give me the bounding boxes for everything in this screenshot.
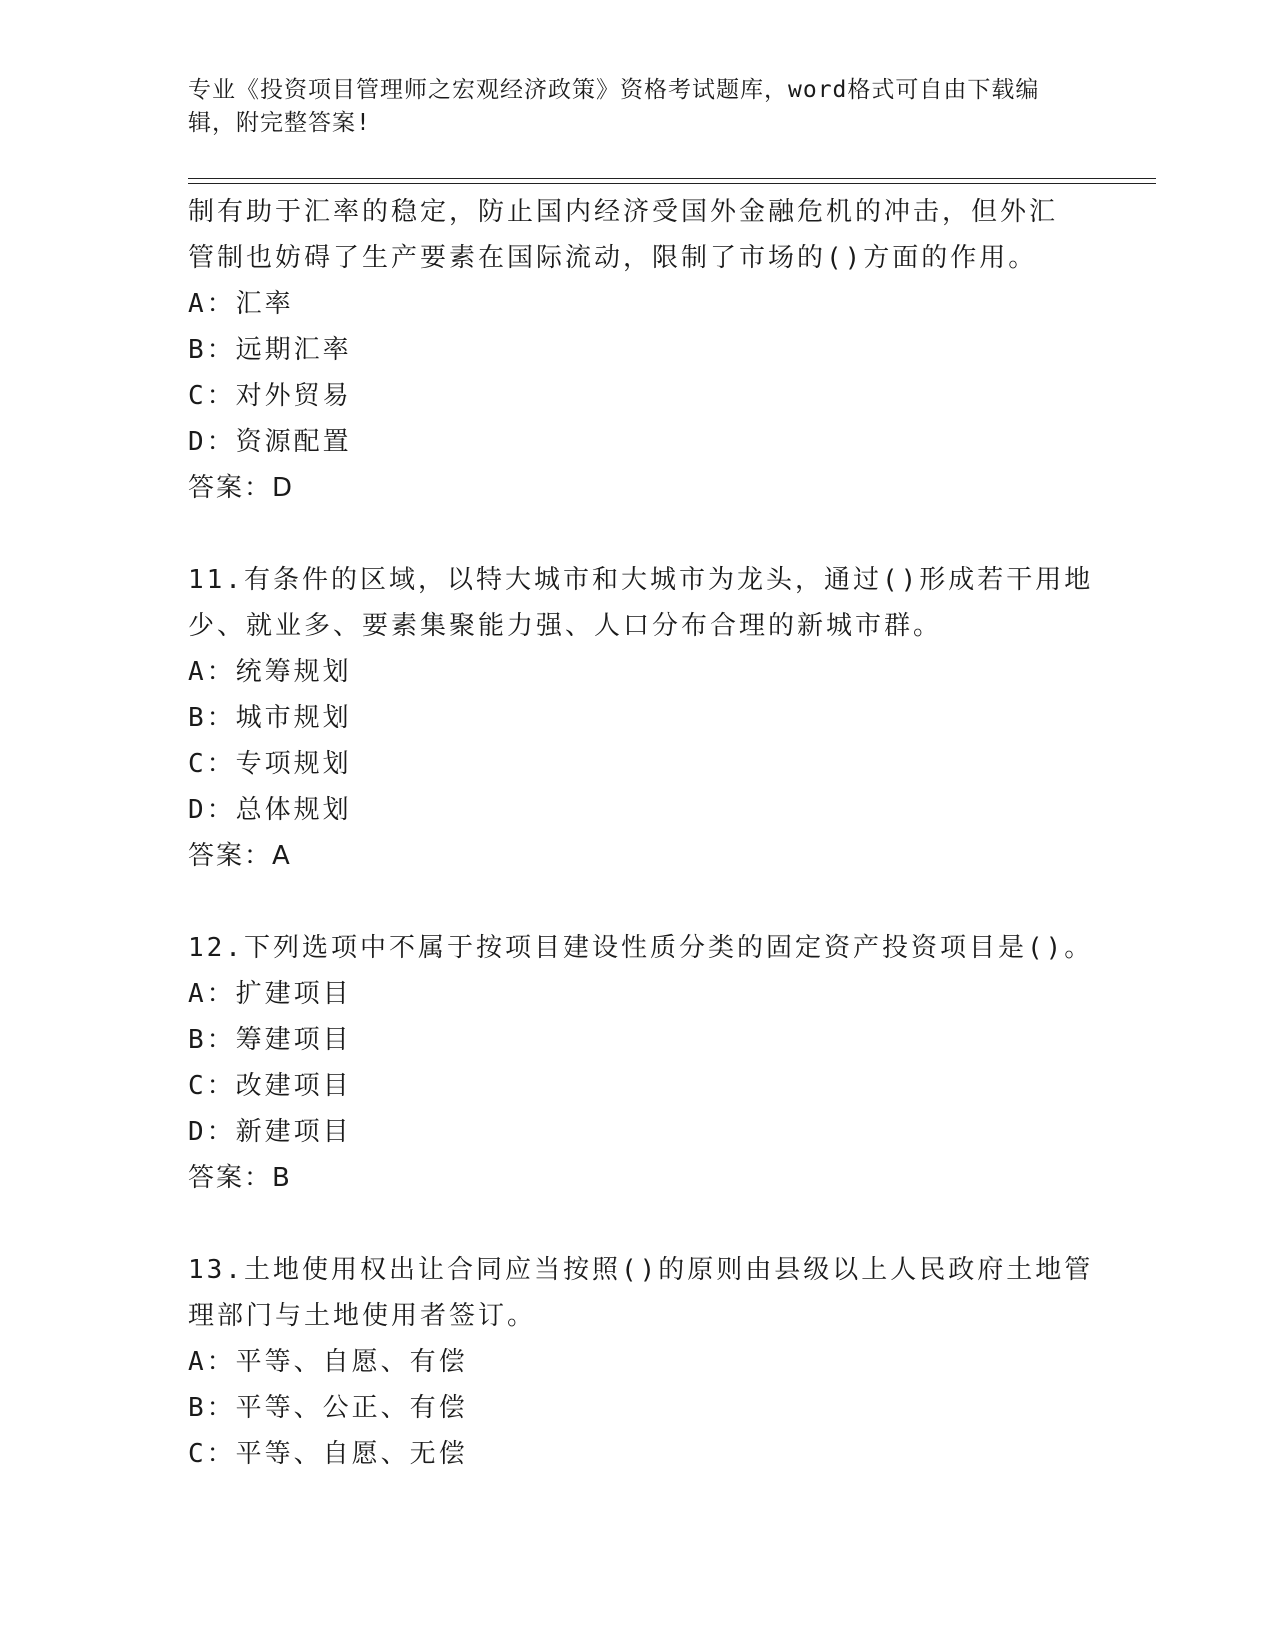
option-text: 平等、自愿、有偿 <box>235 1347 468 1377</box>
option-a <box>188 649 1088 695</box>
option-key: D： <box>188 795 236 825</box>
question-text-line: 理部门与土地使用者签订。 <box>188 1301 537 1331</box>
option-text: 统筹规划 <box>235 657 352 687</box>
question-list <box>188 189 1094 1477</box>
option-key: B： <box>188 1393 236 1423</box>
option-key: D： <box>188 427 236 457</box>
option-b <box>188 1385 1088 1431</box>
option-text: 平等、公正、有偿 <box>235 1393 468 1423</box>
option-text: 筹建项目 <box>235 1025 352 1055</box>
option-key: A： <box>188 657 236 687</box>
question-text <box>188 557 1094 649</box>
question-text <box>188 1247 1094 1339</box>
option-key: D： <box>188 1117 236 1147</box>
option-key: B： <box>188 335 236 365</box>
header-line-2: 辑，附完整答案! <box>188 110 371 136</box>
option-b <box>188 327 1088 373</box>
question-text-line: 少、就业多、要素集聚能力强、人口分布合理的新城市群。 <box>188 611 943 641</box>
option-a <box>188 1339 1088 1385</box>
option-c <box>188 1063 1088 1109</box>
question-block-13 <box>188 1247 1094 1477</box>
option-d <box>188 1109 1088 1155</box>
option-d <box>188 787 1088 833</box>
option-a <box>188 281 1088 327</box>
option-key: A： <box>188 1347 236 1377</box>
option-text: 汇率 <box>235 289 294 319</box>
option-c <box>188 373 1088 419</box>
option-text: 扩建项目 <box>235 979 352 1009</box>
header-line-1: 专业《投资项目管理师之宏观经济政策》资格考试题库，word格式可自由下载编 <box>188 77 1040 103</box>
question-text-line: 制有助于汇率的稳定，防止国内经济受国外金融危机的冲击，但外汇 <box>188 197 1059 227</box>
option-text: 城市规划 <box>235 703 352 733</box>
option-key: A： <box>188 289 236 319</box>
question-text-line: 管制也妨碍了生产要素在国际流动，限制了市场的()方面的作用。 <box>188 243 1038 273</box>
option-a <box>188 971 1088 1017</box>
question-text-line: 13.土地使用权出让合同应当按照()的原则由县级以上人民政府土地管 <box>188 1255 1094 1285</box>
option-c <box>188 1431 1088 1477</box>
option-text: 专项规划 <box>235 749 352 779</box>
header-divider-top <box>188 178 1156 179</box>
question-text-line: 11.有条件的区域，以特大城市和大城市为龙头，通过()形成若干用地 <box>188 565 1094 595</box>
option-key: B： <box>188 703 236 733</box>
option-text: 改建项目 <box>235 1071 352 1101</box>
option-text: 新建项目 <box>235 1117 352 1147</box>
question-block-11 <box>188 557 1094 879</box>
option-key: A： <box>188 979 236 1009</box>
option-text: 资源配置 <box>235 427 352 457</box>
question-text <box>188 189 1088 281</box>
question-text-line: 12.下列选项中不属于按项目建设性质分类的固定资产投资项目是()。 <box>188 933 1094 963</box>
option-c <box>188 741 1088 787</box>
option-key: B： <box>188 1025 236 1055</box>
option-text: 平等、自愿、无偿 <box>235 1439 468 1469</box>
question-block-12 <box>188 925 1094 1201</box>
option-b <box>188 1017 1088 1063</box>
option-text: 对外贸易 <box>235 381 352 411</box>
question-text <box>188 925 1094 971</box>
option-key: C： <box>188 1071 236 1101</box>
option-d <box>188 419 1088 465</box>
option-text: 远期汇率 <box>235 335 352 365</box>
question-block-10-continued <box>188 189 1088 511</box>
answer-line: 答案：D <box>188 473 295 503</box>
document-header <box>188 74 1088 140</box>
answer-line: 答案：B <box>188 1163 292 1193</box>
option-b <box>188 695 1088 741</box>
option-key: C： <box>188 381 236 411</box>
answer-line: 答案：A <box>188 841 292 871</box>
option-key: C： <box>188 1439 236 1469</box>
option-text: 总体规划 <box>235 795 352 825</box>
header-divider-bottom <box>188 183 1156 184</box>
option-key: C： <box>188 749 236 779</box>
